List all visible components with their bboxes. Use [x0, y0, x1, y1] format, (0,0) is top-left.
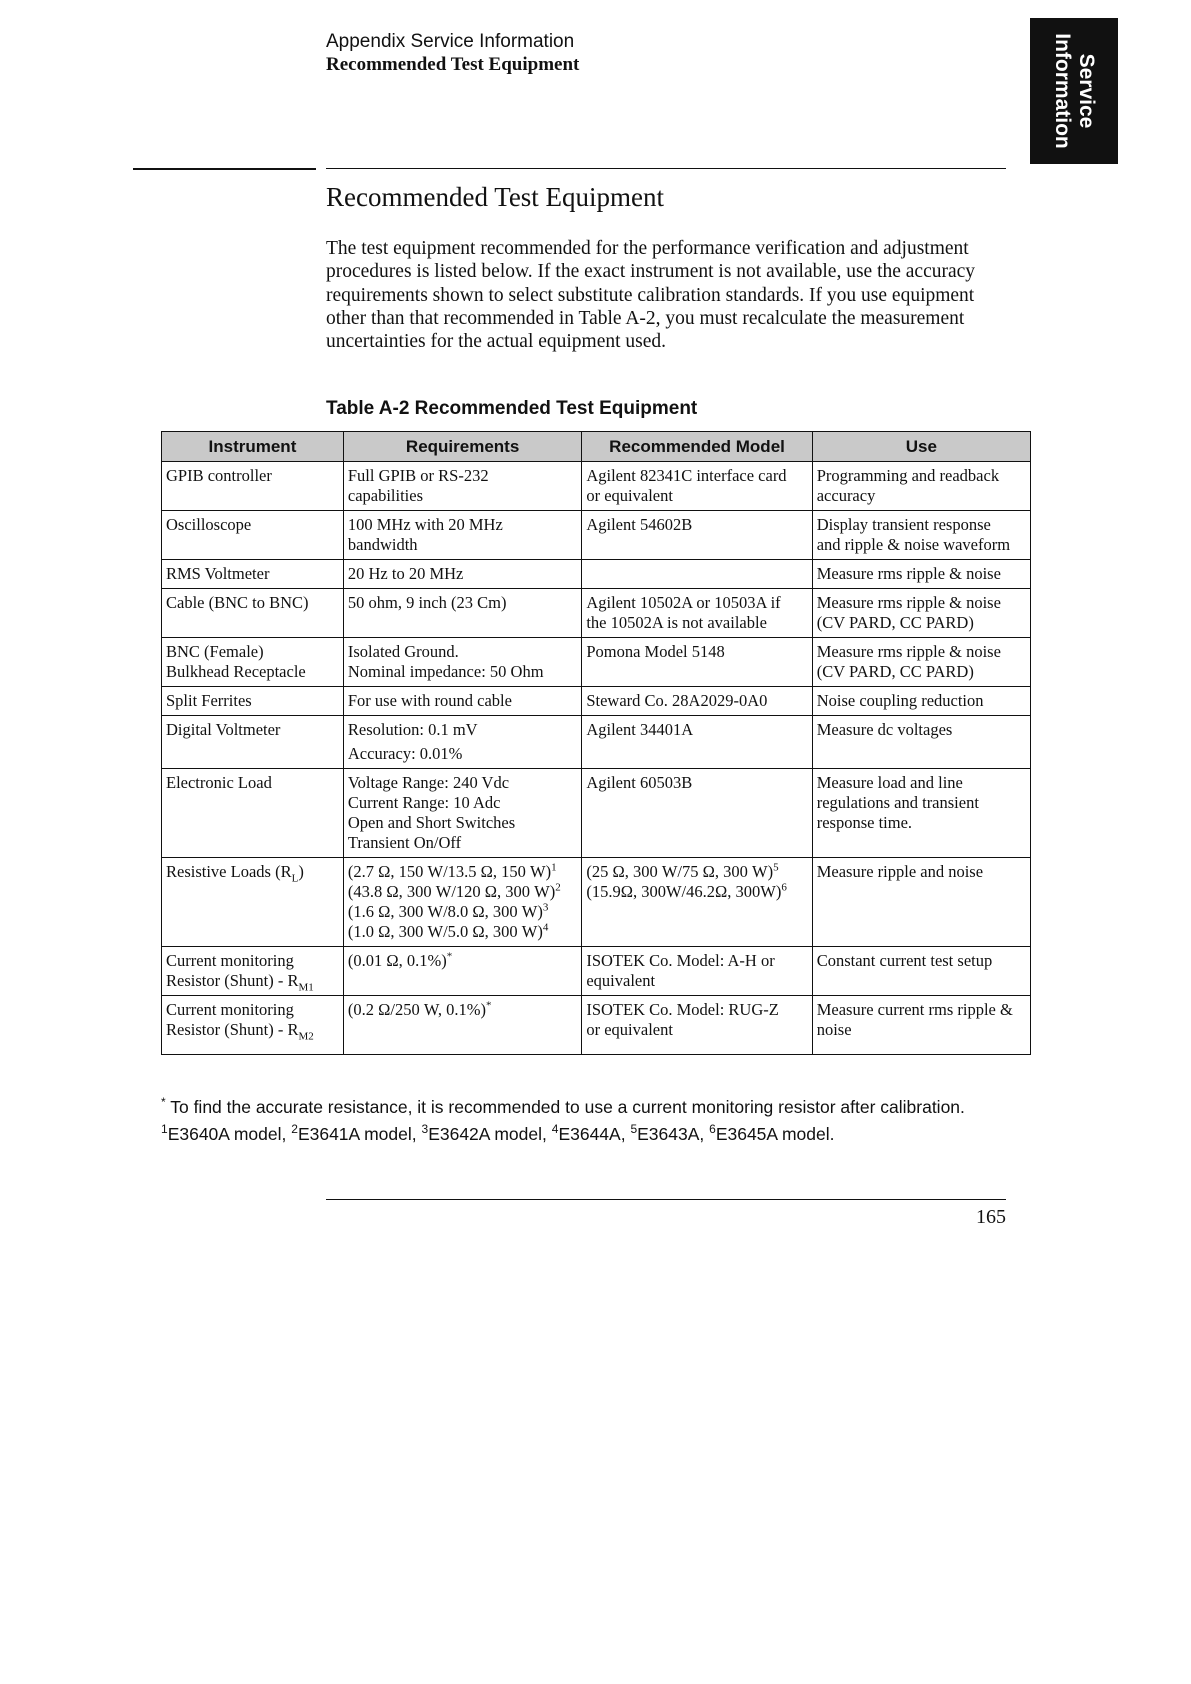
table-row: [162, 769, 1031, 858]
table-row: [162, 589, 1031, 638]
side-tab-line1: Service: [1075, 53, 1098, 129]
cell-model: Pomona Model 5148: [582, 638, 812, 687]
resistive-req-line: (43.8 Ω, 300 W/120 Ω, 300 W)$^2$: [347, 881, 561, 901]
cell-instrument: BNC (Female) Bulkhead Receptacle: [162, 638, 344, 687]
cell-use: Measure load and line regulations and transient response time.: [812, 769, 1030, 858]
cell-requirements: Voltage Range: 240 Vdc Current Range: 10 Adc Open and Short Switches Transient On/Off: [343, 769, 581, 858]
footer-rule: [326, 1199, 1006, 1200]
cell-use: Measure ripple and noise: [812, 858, 1030, 947]
table-row-shunt-m2: [162, 996, 1031, 1055]
resistive-req-line: (1.6 Ω, 300 W/8.0 Ω, 300 W)$^3$: [347, 901, 549, 921]
cell-model: ISOTEK Co. Model: A-H or equivalent: [582, 947, 812, 996]
page-number: 165: [976, 1206, 1006, 1228]
cell-instrument: Split Ferrites: [162, 687, 344, 716]
resistive-instrument-close: ): [298, 862, 304, 881]
cell-model: ISOTEK Co. Model: RUG-Z or equivalent: [582, 996, 812, 1055]
cell-use: Measure dc voltages: [812, 716, 1030, 769]
cell-use: Programming and readback accuracy: [812, 462, 1030, 511]
cell-requirements: 20 Hz to 20 MHz: [343, 560, 581, 589]
section-rule-thick: [133, 168, 316, 170]
cell-instrument: Oscilloscope: [162, 511, 344, 560]
section-title: Recommended Test Equipment: [326, 182, 665, 212]
table-row-resistive-loads: [162, 858, 1031, 947]
table-row-shunt-m1: [162, 947, 1031, 996]
cell-use: Measure rms ripple & noise: [812, 560, 1030, 589]
cell-use: Measure rms ripple & noise (CV PARD, CC PARD): [812, 638, 1030, 687]
cell-use: Measure current rms ripple & noise: [812, 996, 1030, 1055]
cell-model: Agilent 34401A: [582, 716, 812, 769]
resistive-req-line: (1.0 Ω, 300 W/5.0 Ω, 300 W)$^4$: [347, 921, 549, 941]
cell-model: Agilent 60503B: [582, 769, 812, 858]
table-row: [162, 511, 1031, 560]
cell-requirements: (0.2 Ω/250 W, 0.1%)*: [343, 996, 581, 1055]
side-thumb-tab: [1030, 18, 1118, 164]
table-row: [162, 687, 1031, 716]
cell-requirements: For use with round cable: [343, 687, 581, 716]
table-row: [162, 638, 1031, 687]
header-use: Use: [812, 432, 1030, 462]
cell-use: Display transient response and ripple & noise waveform: [812, 511, 1030, 560]
cell-requirements: [343, 858, 581, 947]
table-footnotes: [161, 1094, 1031, 1148]
cell-instrument: Current monitoring Resistor (Shunt) - $R_{M1}$: [162, 947, 344, 996]
table-caption: Table A-2 Recommended Test Equipment: [326, 398, 698, 419]
cell-requirements: Isolated Ground. Nominal impedance: 50 Ohm: [343, 638, 581, 687]
resistive-instrument-text: Resistive Loads (R: [166, 862, 292, 881]
section-rule-thin: [326, 168, 1006, 169]
cell-model: Steward Co. 28A2029-0A0: [582, 687, 812, 716]
table-row: [162, 560, 1031, 589]
header-model: Recommended Model: [582, 432, 812, 462]
cell-requirements: Resolution: 0.1 mV Accuracy: 0.01%: [343, 716, 581, 769]
cell-model: Agilent 54602B: [582, 511, 812, 560]
cell-instrument: GPIB controller: [162, 462, 344, 511]
cell-use: Constant current test setup: [812, 947, 1030, 996]
cell-model: Agilent 82341C interface card or equivalent: [582, 462, 812, 511]
footnote-models: $^1$E3640A model, $^2$E3641A model, $^3$E3642A model, $^4$E3644A, $^5$E3643A, $^6$E3645A model.: [161, 1122, 835, 1144]
table-row: [162, 716, 1031, 769]
resistive-instrument-sub: L: [291, 872, 299, 885]
header-requirements: Requirements: [343, 432, 581, 462]
cell-requirements: (0.01 Ω, 0.1%)*: [343, 947, 581, 996]
table-row: [162, 462, 1031, 511]
cell-requirements: Full GPIB or RS-232 capabilities: [343, 462, 581, 511]
cell-use: Noise coupling reduction: [812, 687, 1030, 716]
intro-paragraph: The test equipment recommended for the performance verification and adjustment procedures is listed below. If the exact instrument is not available, use the accuracy requirements shown to select substitute calibration standards. If you use equipment other than that recommended in Table A-2, you must recalculate the measurement uncertainties for the actual equipment used.: [326, 238, 976, 353]
cell-use: Measure rms ripple & noise (CV PARD, CC PARD): [812, 589, 1030, 638]
header-instrument: Instrument: [162, 432, 344, 462]
cell-instrument: Digital Voltmeter: [162, 716, 344, 769]
cell-instrument: Cable (BNC to BNC): [162, 589, 344, 638]
cell-instrument: RMS Voltmeter: [162, 560, 344, 589]
resistive-req-line: (2.7 Ω, 150 W/13.5 Ω, 150 W)$^1$: [347, 861, 557, 881]
running-header-title: Recommended Test Equipment: [326, 54, 580, 75]
cell-model: [582, 858, 812, 947]
cell-requirements: 100 MHz with 20 MHz bandwidth: [343, 511, 581, 560]
footnote-star: * To find the accurate resistance, it is recommended to use a current monitoring resistor after calibration.: [161, 1095, 965, 1117]
equipment-table: [161, 431, 1031, 1055]
running-header-section: Appendix Service Information: [326, 31, 575, 52]
cell-model: [582, 560, 812, 589]
resistive-model-line: (15.9Ω, 300W/46.2Ω, 300W)$^6$: [586, 881, 787, 901]
table-header-row: [162, 432, 1031, 462]
cell-instrument: Current monitoring Resistor (Shunt) - $R_{M2}$: [162, 996, 344, 1055]
resistive-model-line: (25 Ω, 300 W/75 Ω, 300 W)$^5$: [586, 861, 779, 881]
cell-requirements: 50 ohm, 9 inch (23 Cm): [343, 589, 581, 638]
cell-model: Agilent 10502A or 10503A if the 10502A is not available: [582, 589, 812, 638]
side-tab-line2: Information: [1051, 33, 1074, 149]
cell-instrument: [162, 858, 344, 947]
cell-instrument: Electronic Load: [162, 769, 344, 858]
